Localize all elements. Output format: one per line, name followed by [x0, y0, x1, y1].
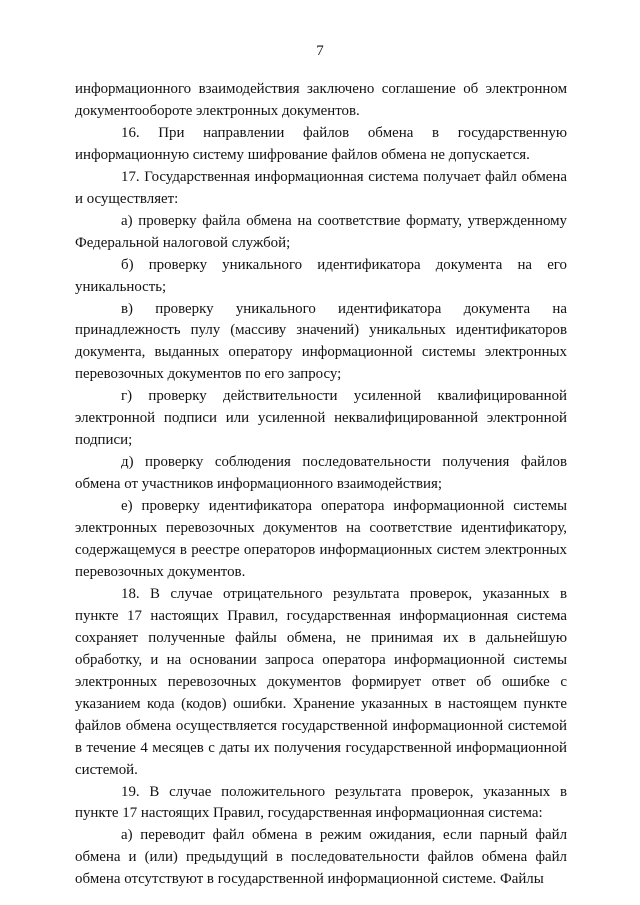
paragraph-clause-17-g: г) проверку действительности усиленной квалифицированной электронной подписи или усиленной неквалифицированной электронной подписи;: [75, 388, 567, 449]
paragraph-clause-19: 19. В случае положительного результата проверок, указанных в пункте 17 настоящих Правил, государственная информационная система:: [75, 783, 567, 822]
paragraph-clause-17-b: б) проверку уникального идентификатора документа на его уникальность;: [75, 256, 567, 295]
paragraph-clause-17-e: е) проверку идентификатора оператора информационной системы электронных перевозочных документов на соответствие идентификатору, содержащемуся в реестре операторов информационных систем электронных перевозочных документов.: [75, 498, 567, 580]
paragraph-clause-18: 18. В случае отрицательного результата проверок, указанных в пункте 17 настоящих Правил, государственная информационная система сохраняет полученные файлы обмена, не принимая их в дальнейшую обработку, и на основании запроса оператора информационной системы электронных перевозочных документов формирует ответ об ошибке с указанием кода (кодов) ошибки. Хранение указанных в настоящем пункте файлов обмена осуществляется государственной информационной системой в течение 4 месяцев с даты их получения государственной информационной системой.: [75, 585, 567, 778]
page-number: 7: [316, 43, 324, 59]
document-body: [75, 79, 567, 891]
paragraph-clause-16: 16. При направлении файлов обмена в государственную информационную систему шифрование файлов обмена не допускается.: [75, 124, 567, 163]
paragraph-clause-17-v: в) проверку уникального идентификатора документа на принадлежность пулу (массиву значений) уникальных идентификаторов документа, выданных оператору информационной системы электронных перевозочных документов по его запросу;: [75, 300, 567, 383]
paragraph-clause-17-d: д) проверку соблюдения последовательности получения файлов обмена от участников информационного взаимодействия;: [75, 454, 567, 493]
paragraph-continuation: информационного взаимодействия заключено соглашение об электронном документообороте электронных документов.: [75, 81, 567, 119]
paragraph-clause-19-a: а) переводит файл обмена в режим ожидания, если парный файл обмена и (или) предыдущий в последовательности файлов обмена файл обмена отсутствуют в государственной информационной системе. Файлы: [75, 827, 567, 888]
paragraph-clause-17: 17. Государственная информационная система получает файл обмена и осуществляет:: [75, 168, 567, 207]
paragraph-clause-17-a: а) проверку файла обмена на соответствие формату, утвержденному Федеральной налоговой службой;: [75, 212, 567, 251]
